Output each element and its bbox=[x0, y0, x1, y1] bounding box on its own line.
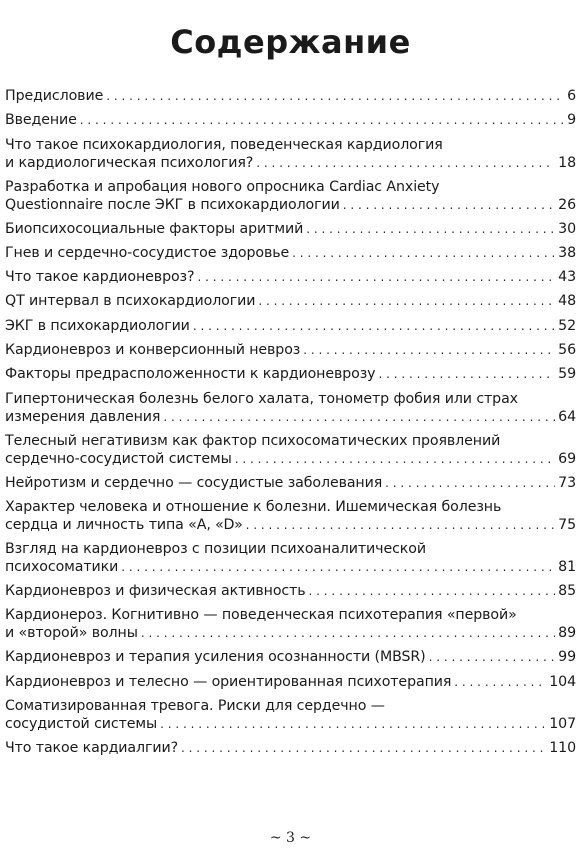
toc-entry-row bbox=[5, 154, 576, 172]
toc-entry-title-line: Характер человека и отношение к болезни. Ишемическая болезнь bbox=[5, 498, 502, 515]
toc-entry-row bbox=[5, 111, 576, 129]
toc-entry-title-line: сердца и личность типа «A, «D» bbox=[5, 516, 243, 533]
toc-entry-row bbox=[5, 582, 576, 600]
toc-entry-row bbox=[5, 341, 576, 359]
toc-page-number: 59 bbox=[558, 366, 576, 383]
toc-entry-row bbox=[5, 196, 576, 214]
toc-page-number: 43 bbox=[558, 269, 576, 286]
toc-entry-title-line: Кардионевроз и конверсионный невроз bbox=[5, 342, 301, 359]
toc-entry-title-line: Соматизированная тревога. Риски для сердечно — bbox=[5, 697, 385, 714]
table-of-contents bbox=[5, 87, 576, 763]
toc-entry[interactable] bbox=[5, 673, 576, 691]
toc-entry-title-line: Кардионевроз и терапия усиления осознанности (MBSR) bbox=[5, 649, 426, 666]
toc-entry-title-line: Факторы предрасположенности к кардионеврозу bbox=[5, 366, 376, 383]
toc-page-number: 30 bbox=[558, 220, 576, 237]
toc-entry[interactable] bbox=[5, 268, 576, 286]
toc-entry-row bbox=[5, 365, 576, 383]
toc-page-number: 52 bbox=[558, 317, 576, 334]
toc-entry-title-line: Предисловие bbox=[5, 88, 104, 104]
toc-page-number: 64 bbox=[558, 408, 576, 425]
dot-leader bbox=[306, 220, 555, 238]
toc-page-number: 99 bbox=[558, 649, 576, 666]
toc-page-number: 48 bbox=[558, 293, 576, 310]
toc-entry-title-line: Кардионевроз и физическая активность bbox=[5, 582, 306, 599]
toc-page-number: 56 bbox=[558, 342, 576, 359]
toc-entry-row bbox=[5, 220, 576, 238]
page-title: Содержание bbox=[170, 23, 411, 62]
toc-entry[interactable] bbox=[5, 648, 576, 666]
dot-leader bbox=[343, 196, 555, 214]
toc-entry-row bbox=[5, 450, 576, 468]
toc-page-number: 6 bbox=[567, 88, 576, 104]
toc-entry-title-line: ЭКГ в психокардиологии bbox=[5, 317, 190, 334]
toc-entry-title-line: Биопсихосоциальные факторы аритмий bbox=[5, 220, 304, 237]
page-number-footer: ~ 3 ~ bbox=[269, 830, 312, 846]
toc-entry[interactable] bbox=[5, 474, 576, 492]
toc-entry[interactable] bbox=[5, 87, 576, 105]
toc-entry-row bbox=[5, 317, 576, 335]
dot-leader bbox=[235, 450, 555, 468]
toc-entry-title-line: сердечно-сосудистой системы bbox=[5, 450, 232, 467]
toc-page-number: 38 bbox=[558, 244, 576, 261]
toc-entry-title-line: Взгляд на кардионевроз с позиции психоаналитической bbox=[5, 540, 426, 557]
dot-leader bbox=[160, 715, 546, 733]
toc-entry[interactable] bbox=[5, 292, 576, 310]
toc-entry-title-line: измерения давления bbox=[5, 408, 161, 425]
toc-entry-title-line: Телесный негативизм как фактор психосоматических проявлений bbox=[5, 432, 501, 449]
toc-page-number: 9 bbox=[567, 112, 576, 129]
toc-entry[interactable] bbox=[5, 697, 576, 733]
toc-entry[interactable] bbox=[5, 432, 576, 468]
toc-entry-row bbox=[5, 624, 576, 642]
toc-page-number: 81 bbox=[558, 558, 576, 575]
toc-entry[interactable] bbox=[5, 540, 576, 576]
toc-entry[interactable] bbox=[5, 498, 576, 534]
toc-entry-row bbox=[5, 648, 576, 666]
dot-leader bbox=[258, 292, 555, 310]
dot-leader bbox=[80, 111, 564, 129]
dot-leader bbox=[141, 624, 555, 642]
dot-leader bbox=[378, 365, 555, 383]
toc-entry[interactable] bbox=[5, 365, 576, 383]
toc-entry-row bbox=[5, 715, 576, 733]
toc-page-number: 104 bbox=[549, 673, 576, 690]
toc-entry-title-line: и кардиологическая психология? bbox=[5, 154, 254, 171]
toc-entry-row bbox=[5, 292, 576, 310]
toc-entry-title-line: Что такое кардионевроз? bbox=[5, 269, 195, 286]
dot-leader bbox=[197, 268, 555, 286]
toc-entry-title-line: QT интервал в психокардиологии bbox=[5, 293, 256, 310]
dot-leader bbox=[385, 474, 555, 492]
toc-entry-title-line: Questionnaire после ЭКГ в психокардиологии bbox=[5, 196, 340, 213]
dot-leader bbox=[121, 558, 555, 576]
toc-entry-title-line: Кардионероз. Когнитивно — поведенческая психотерапия «первой» bbox=[5, 607, 517, 624]
toc-page-number: 110 bbox=[549, 739, 576, 756]
toc-entry[interactable] bbox=[5, 111, 576, 129]
toc-entry-row bbox=[5, 474, 576, 492]
toc-page-number: 18 bbox=[558, 154, 576, 171]
dot-leader bbox=[181, 739, 546, 757]
toc-entry-row bbox=[5, 673, 576, 691]
dot-leader bbox=[303, 341, 555, 359]
toc-entry-title-line: Нейротизм и сердечно — сосудистые заболевания bbox=[5, 474, 383, 491]
dot-leader bbox=[106, 87, 564, 105]
toc-entry-title-line: Кардионевроз и телесно — ориентированная психотерапия bbox=[5, 673, 452, 690]
toc-page-number: 85 bbox=[558, 582, 576, 599]
dot-leader bbox=[429, 648, 556, 666]
dot-leader bbox=[454, 673, 546, 691]
toc-entry-title-line: Введение bbox=[5, 112, 77, 129]
toc-entry-title-line: Гнев и сердечно-сосудистое здоровье bbox=[5, 244, 290, 261]
toc-entry[interactable] bbox=[5, 220, 576, 238]
toc-entry-row bbox=[5, 244, 576, 262]
toc-entry-title-line: Гипертоническая болезнь белого халата, тонометр фобия или страх bbox=[5, 390, 518, 407]
toc-entry[interactable] bbox=[5, 739, 576, 757]
toc-entry-title-line: Разработка и апробация нового опросника Cardiac Anxiety bbox=[5, 178, 440, 195]
dot-leader bbox=[256, 154, 555, 172]
toc-entry[interactable] bbox=[5, 136, 576, 172]
toc-entry-title-line: сосудистой системы bbox=[5, 715, 158, 732]
toc-page-number: 73 bbox=[558, 474, 576, 491]
toc-page-number: 89 bbox=[558, 625, 576, 642]
toc-entry-row bbox=[5, 739, 576, 757]
toc-entry-row bbox=[5, 558, 576, 576]
toc-entry-title-line: Что такое психокардиология, поведенческая кардиология bbox=[5, 136, 443, 153]
dot-leader bbox=[246, 516, 555, 534]
dot-leader bbox=[309, 582, 556, 600]
dot-leader bbox=[292, 244, 555, 262]
toc-entry-title-line: психосоматики bbox=[5, 558, 119, 575]
toc-page-number: 69 bbox=[558, 450, 576, 467]
toc-page-number: 26 bbox=[558, 196, 576, 213]
toc-page-number: 107 bbox=[549, 715, 576, 732]
toc-entry-row bbox=[5, 87, 576, 105]
toc-entry-title-line: и «второй» волны bbox=[5, 625, 138, 642]
toc-entry-row bbox=[5, 408, 576, 426]
toc-entry-title-line: Что такое кардиалгии? bbox=[5, 739, 179, 756]
toc-entry[interactable] bbox=[5, 606, 576, 642]
toc-entry-row bbox=[5, 268, 576, 286]
dot-leader bbox=[193, 317, 555, 335]
toc-entry[interactable] bbox=[5, 341, 576, 359]
dot-leader bbox=[163, 408, 555, 426]
toc-page-number: 75 bbox=[558, 516, 576, 533]
toc-entry[interactable] bbox=[5, 244, 576, 262]
toc-entry[interactable] bbox=[5, 178, 576, 214]
toc-entry[interactable] bbox=[5, 317, 576, 335]
toc-entry[interactable] bbox=[5, 582, 576, 600]
toc-entry-row bbox=[5, 516, 576, 534]
toc-entry[interactable] bbox=[5, 390, 576, 426]
